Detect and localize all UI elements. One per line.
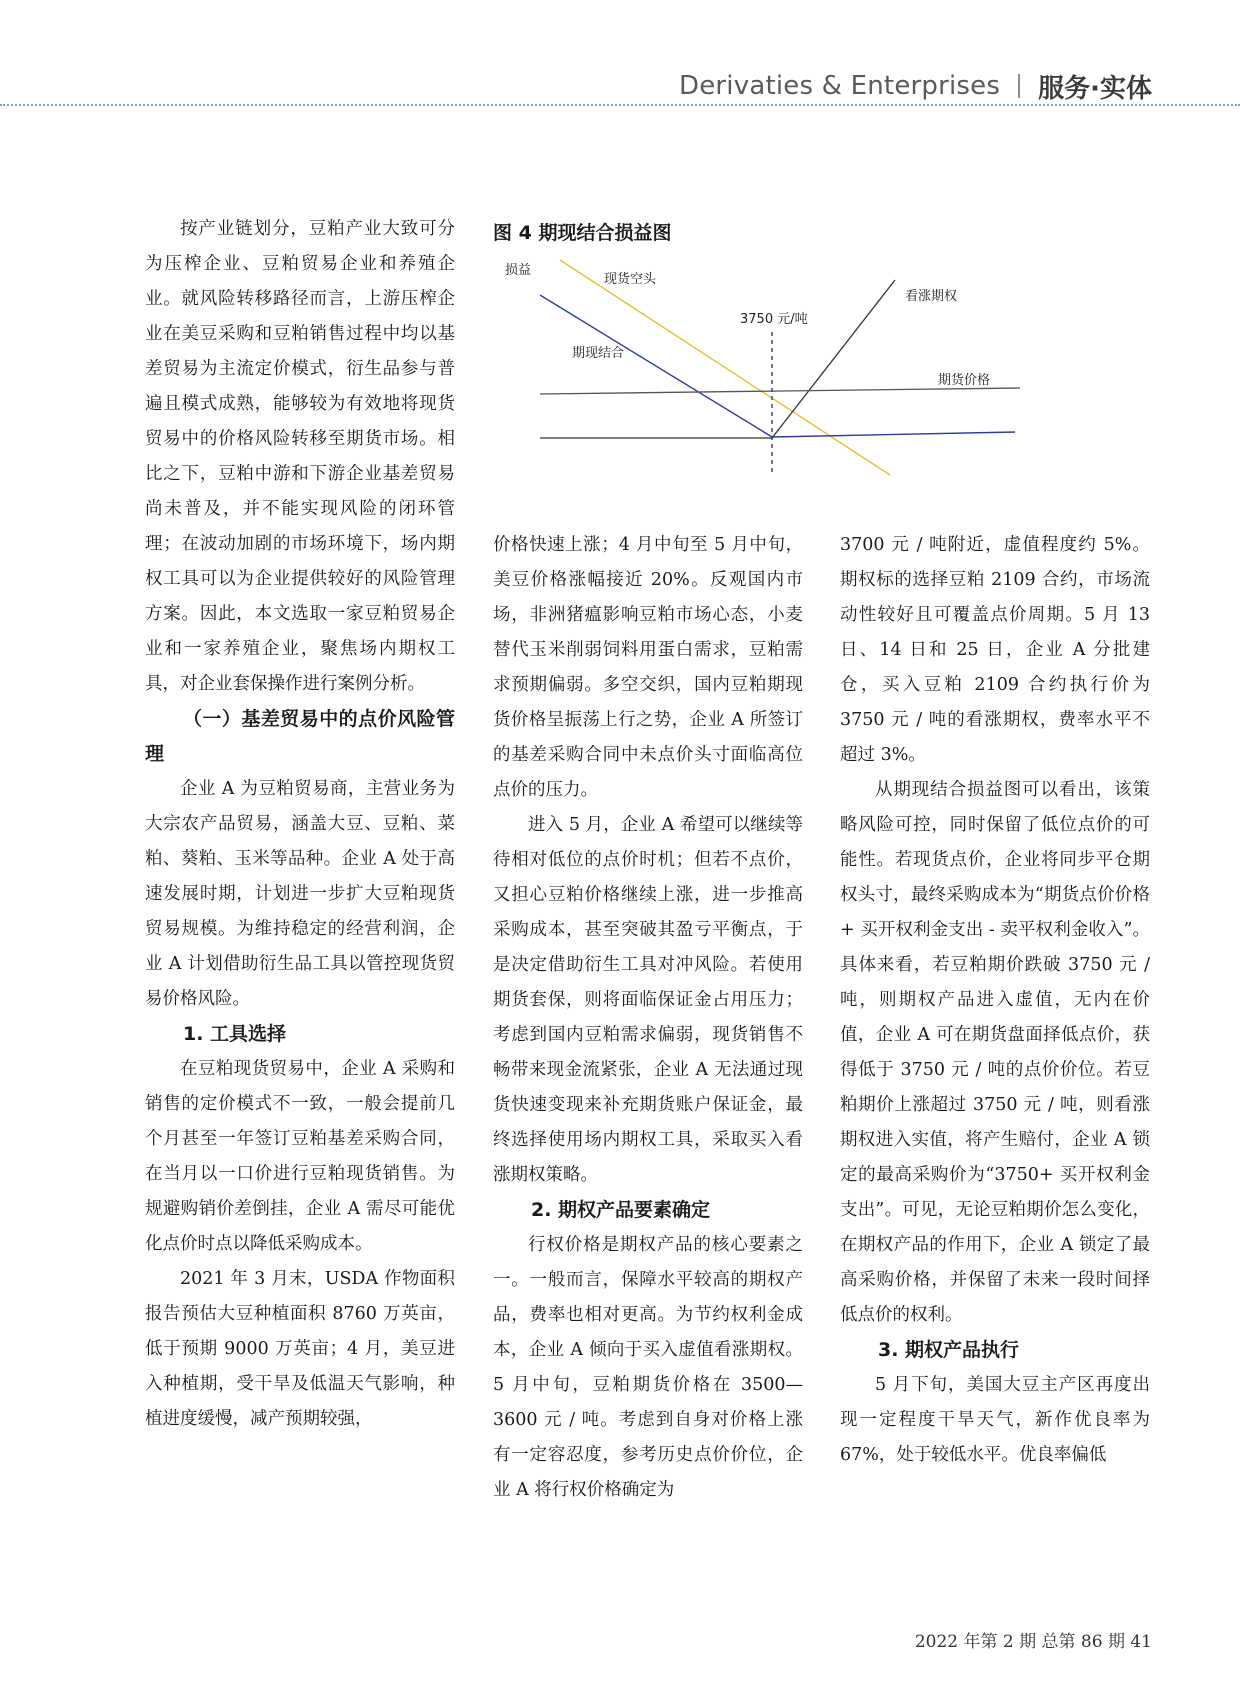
header-separator <box>1018 74 1020 98</box>
payoff-chart <box>505 260 1120 520</box>
paragraph: 2021 年 3 月末，USDA 作物面积报告预估大豆种植面积 8760 万英亩，低于预期 9000 万英亩；4 月，美豆进入种植期，受干旱及低温天气影响，种植进度缓慢，减产预期较强， <box>145 1269 455 1429</box>
header-chinese-title: 服务·实体 <box>1038 73 1152 104</box>
paragraph: 价格快速上涨；4 月中旬至 5 月中旬，美豆价格涨幅接近 20%。反观国内市场，非洲猪瘟影响豆粕市场心态，小麦替代玉米削弱饲料用蛋白需求，豆粕需求预期偏弱。多空交织，国内豆粕期现货价格呈振荡上行之势，企业 A 所签订的基差采购合同中未点价头寸面临高位点价的压力。 <box>493 535 803 800</box>
paragraph: 行权价格是期权产品的核心要素之一。一般而言，保障水平较高的期权产品，费率也相对更高。为节约权利金成本，企业 A 倾向于买入虚值看涨期权。5 月中旬，豆粕期货价格在 3500—3600 元 / 吨。考虑到自身对价格上涨有一定容忍度，参考历史点价价位，企业 A 将行权价格确定为 <box>493 1235 803 1500</box>
paragraph: 在豆粕现货贸易中，企业 A 采购和销售的定价模式不一致，一般会提前几个月甚至一年签订豆粕基差采购合同，在当月以一口价进行豆粕现货销售。为规避购销价差倒挂，企业 A 需尽可能优化点价时点以降低采购成本。 <box>145 1059 455 1254</box>
column-3 <box>840 528 1150 1473</box>
futures-price-line <box>540 388 1020 394</box>
call-option-label: 看涨期权 <box>905 289 958 304</box>
paragraph: 3700 元 / 吨附近，虚值程度约 5%。期权标的选择豆粕 2109 合约，市场流动性较好且可覆盖点价周期。5 月 13 日、14 日和 25 日，企业 A 分批建仓，买入豆粕 2109 合约执行价为 3750 元 / 吨的看涨期权，费率水平不超过 3%。 <box>840 535 1150 765</box>
futures-price-label: 期货价格 <box>938 373 991 388</box>
subsection-heading: 2. 期权产品要素确定 <box>531 1199 711 1221</box>
figure-title: 图 4 期现结合损益图 <box>493 222 672 244</box>
subsection-heading: 3. 期权产品执行 <box>878 1339 1020 1361</box>
spot-short-label: 现货空头 <box>604 272 657 287</box>
column-1 <box>145 212 455 1437</box>
paragraph: 进入 5 月，企业 A 希望可以继续等待相对低位的点价时机；但若不点价，又担心豆粕价格继续上涨，进一步推高采购成本，甚至突破其盈亏平衡点，于是决定借助衍生工具对冲风险。若使用期货套保，则将面临保证金占用压力；考虑到国内豆粕需求偏弱，现货销售不畅带来现金流紧张，企业 A 无法通过现货快速变现来补充期货账户保证金，最终选择使用场内期权工具，采取买入看涨期权策略。 <box>493 815 803 1185</box>
running-header <box>679 66 1152 106</box>
combined-label: 期现结合 <box>572 346 625 361</box>
paragraph: 企业 A 为豆粕贸易商，主营业务为大宗农产品贸易，涵盖大豆、豆粕、菜粕、葵粕、玉米等品种。企业 A 处于高速发展时期，计划进一步扩大豆粕现货贸易规模。为维持稳定的经营利润，企业 A 计划借助衍生品工具以管控现货贸易价格风险。 <box>145 779 455 1009</box>
paragraph: 按产业链划分，豆粕产业大致可分为压榨企业、豆粕贸易企业和养殖企业。就风险转移路径而言，上游压榨企业在美豆采购和豆粕销售过程中均以基差贸易为主流定价模式，衍生品参与普遍且模式成熟，能够较为有效地将现货贸易中的价格风险转移至期货市场。相比之下，豆粕中游和下游企业基差贸易尚未普及，并不能实现风险的闭环管理；在波动加剧的市场环境下，场内期权工具可以为企业提供较好的风险管理方案。因此，本文选取一家豆粕贸易企业和一家养殖企业，聚焦场内期权工具，对企业套保操作进行案例分析。 <box>145 219 455 694</box>
column-2 <box>493 528 803 1508</box>
paragraph: 5 月下旬，美国大豆主产区再度出现一定程度干旱天气，新作优良率为 67%，处于较低水平。优良率偏低 <box>840 1375 1150 1465</box>
strike-label: 3750 元/吨 <box>740 312 808 327</box>
header-dotted-rule <box>0 104 1240 106</box>
header-english-title: Derivaties & Enterprises <box>679 71 1001 101</box>
call-option-rise <box>772 280 895 438</box>
combined-line-right <box>772 432 1015 437</box>
y-axis-label: 损益 <box>505 263 532 278</box>
combined-line-left <box>540 295 772 437</box>
page-footer: 2022 年第 2 期 总第 86 期 41 <box>914 1632 1152 1652</box>
subsection-heading: 1. 工具选择 <box>183 1023 287 1045</box>
paragraph: 从期现结合损益图可以看出，该策略风险可控，同时保留了低位点价的可能性。若现货点价，企业将同步平仓期权头寸，最终采购成本为“期货点价价格 + 买开权利金支出 - 卖平权利金收入”。具体来看，若豆粕期价跌破 3750 元 / 吨，则期权产品进入虚值，无内在价值，企业 A 可在期货盘面择低点价，获得低于 3750 元 / 吨的点价价位。若豆粕期价上涨超过 3750 元 / 吨，则看涨期权进入实值，将产生赔付，企业 A 锁定的最高采购价为“3750+ 买开权利金支出”。可见，无论豆粕期价怎么变化，在期权产品的作用下，企业 A 锁定了最高采购价格，并保留了未来一段时间择低点价的权利。 <box>840 780 1150 1325</box>
section-heading: （一）基差贸易中的点价风险管理 <box>145 708 455 765</box>
spot-short-line <box>560 260 890 475</box>
